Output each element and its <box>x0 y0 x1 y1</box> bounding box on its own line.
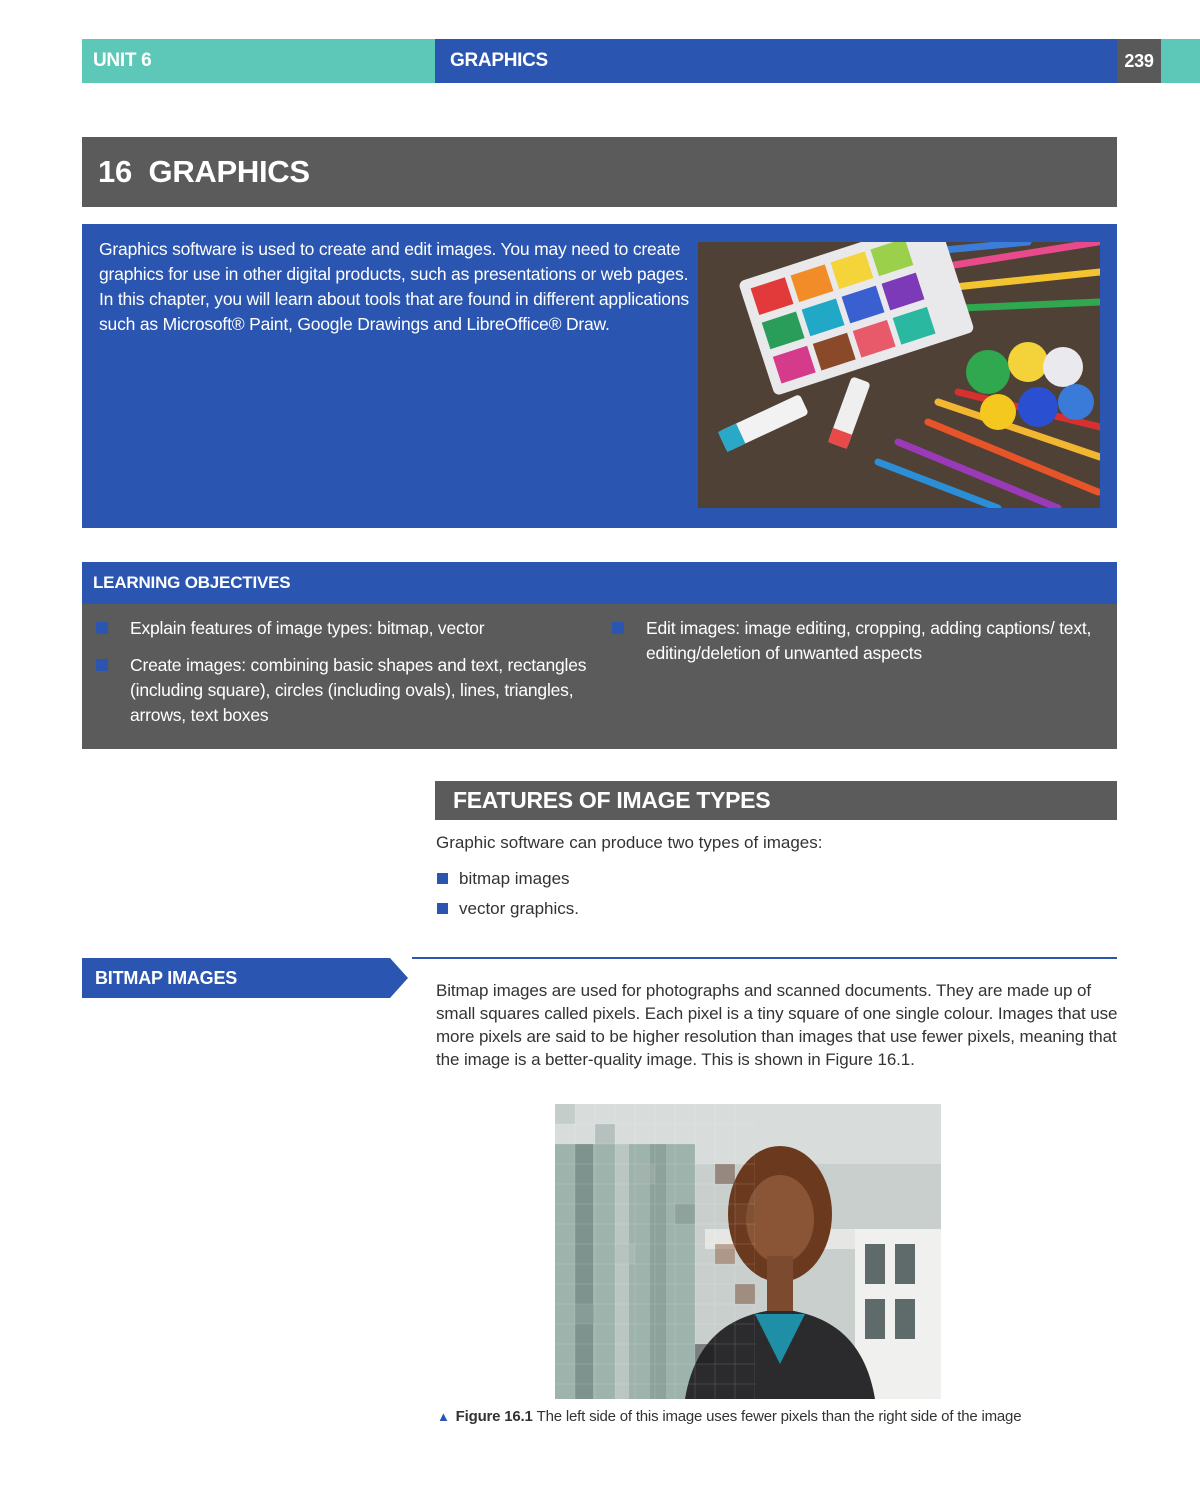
list-item-text: bitmap images <box>459 869 570 888</box>
image-types-list <box>436 864 579 924</box>
objective-text: Create images: combining basic shapes and text, rectangles (including square), circles (including ovals), lines, triangles, arrows, text boxes <box>130 655 587 725</box>
chapter-title: 16 GRAPHICS <box>98 154 310 189</box>
triangle-up-icon: ▲ <box>437 1409 450 1424</box>
chapter-intro-box <box>82 224 1117 528</box>
figure-label: Figure 16.1 <box>455 1408 533 1425</box>
art-supplies-illustration <box>698 242 1100 508</box>
objective-text: Explain features of image types: bitmap, vector <box>130 618 485 638</box>
square-bullet-icon <box>437 873 448 884</box>
header-edge-strip <box>1161 39 1200 83</box>
header-unit-label: UNIT 6 <box>93 50 152 71</box>
figure-pixelation-photo <box>555 1104 941 1399</box>
bitmap-images-heading: BITMAP IMAGES <box>95 968 238 988</box>
page-number: 239 <box>1124 51 1154 71</box>
bitmap-images-tab <box>82 958 408 998</box>
chapter-title-bar <box>82 137 1117 207</box>
objective-item <box>598 616 1098 666</box>
features-heading: FEATURES OF IMAGE TYPES <box>453 787 771 813</box>
art-supplies-photo <box>698 242 1100 508</box>
square-bullet-icon <box>437 903 448 914</box>
list-item <box>436 864 579 894</box>
pixelated-portrait-illustration <box>555 1104 941 1399</box>
learning-objectives-column-right <box>598 616 1098 678</box>
header-unit-block <box>82 39 435 83</box>
square-bullet-icon <box>96 659 108 671</box>
learning-objectives-body <box>82 604 1117 749</box>
square-bullet-icon <box>612 622 624 634</box>
chapter-intro-text: Graphics software is used to create and edit images. You may need to create graphics for use in other digital products, such as presentations or web pages. In this chapter, you will learn about tools that are found in different applications such as Microsoft® Paint, Google Drawings and LibreOffice® Draw. <box>99 239 689 334</box>
section-divider <box>412 957 1117 959</box>
figure-caption-text: The left side of this image uses fewer pixels than the right side of the image <box>536 1408 1022 1425</box>
list-item-text: vector graphics. <box>459 899 579 918</box>
header-section-block <box>435 39 1117 83</box>
figure-caption <box>437 1408 1021 1425</box>
objective-text: Edit images: image editing, cropping, adding captions/ text, editing/deletion of unwanted aspects <box>646 618 1092 663</box>
features-section-header <box>435 781 1117 820</box>
objective-item <box>82 653 602 728</box>
features-intro: Graphic software can produce two types of images: <box>436 833 823 852</box>
bitmap-body-text: Bitmap images are used for photographs and scanned documents. They are made up of small squares called pixels. Each pixel is a tiny square of one single colour. Images that use more pixels are said to be higher resolution than images that use fewer pixels, meaning that the image is a better-quality image. This is shown in Figure 16.1. <box>436 981 1118 1069</box>
learning-objectives-header <box>82 562 1117 604</box>
list-item <box>436 894 579 924</box>
square-bullet-icon <box>96 622 108 634</box>
header-section-label: GRAPHICS <box>450 50 548 71</box>
objective-item <box>82 616 602 641</box>
learning-objectives-heading: LEARNING OBJECTIVES <box>93 573 291 592</box>
learning-objectives-column-left <box>82 616 602 740</box>
page-number-block <box>1117 39 1161 83</box>
